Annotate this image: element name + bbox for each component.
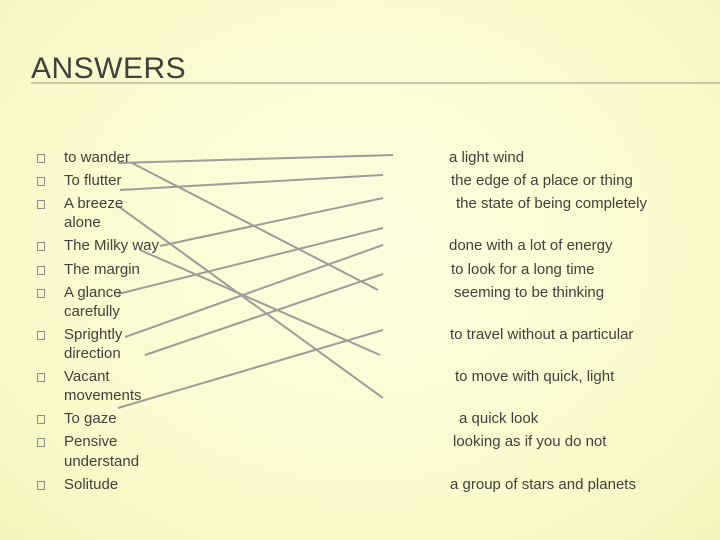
left-item: direction	[64, 345, 121, 362]
left-item: to wander	[64, 149, 130, 166]
connector-line	[145, 274, 383, 355]
square-bullet-icon	[37, 200, 45, 209]
square-bullet-icon	[37, 242, 45, 251]
left-item: To gaze	[64, 410, 117, 427]
page-title: ANSWERS	[31, 52, 187, 85]
left-item: alone	[64, 214, 101, 231]
left-item: Solitude	[64, 476, 119, 493]
right-item: a group of stars and planets	[450, 476, 636, 493]
left-item: Pensive	[64, 433, 118, 450]
left-item: To flutter	[64, 172, 122, 189]
right-item: to move with quick, light	[455, 368, 615, 385]
left-item: Sprightly	[64, 326, 123, 343]
right-item: the edge of a place or thing	[451, 172, 633, 189]
square-bullet-icon	[37, 266, 45, 275]
right-item: the state of being completely	[456, 195, 647, 212]
square-bullet-icon	[37, 438, 45, 447]
connector-line	[160, 198, 383, 246]
right-item: a light wind	[449, 149, 525, 166]
connector-line	[140, 250, 380, 355]
square-bullet-icon	[37, 289, 45, 298]
left-item: understand	[64, 453, 140, 470]
square-bullet-icon	[37, 415, 45, 424]
left-item: The margin	[64, 261, 140, 278]
right-item: done with a lot of energy	[449, 237, 613, 254]
square-bullet-icon	[37, 331, 45, 340]
left-item: carefully	[64, 303, 120, 320]
left-item: The Milky way	[64, 237, 160, 254]
left-item: movements	[64, 387, 142, 404]
square-bullet-icon	[37, 154, 45, 163]
square-bullet-icon	[37, 373, 45, 382]
right-item: to travel without a particular	[450, 326, 634, 343]
connector-line	[125, 245, 383, 337]
square-bullet-icon	[37, 481, 45, 490]
square-bullet-icon	[37, 177, 45, 186]
left-item: Vacant	[64, 368, 110, 385]
connector-line	[118, 155, 393, 163]
left-item: A glance	[64, 284, 122, 301]
right-item: looking as if you do not	[453, 433, 607, 450]
right-item: to look for a long time	[451, 261, 595, 278]
right-item: seeming to be thinking	[454, 284, 605, 301]
left-item: A breeze	[64, 195, 124, 212]
right-item: a quick look	[459, 410, 539, 427]
